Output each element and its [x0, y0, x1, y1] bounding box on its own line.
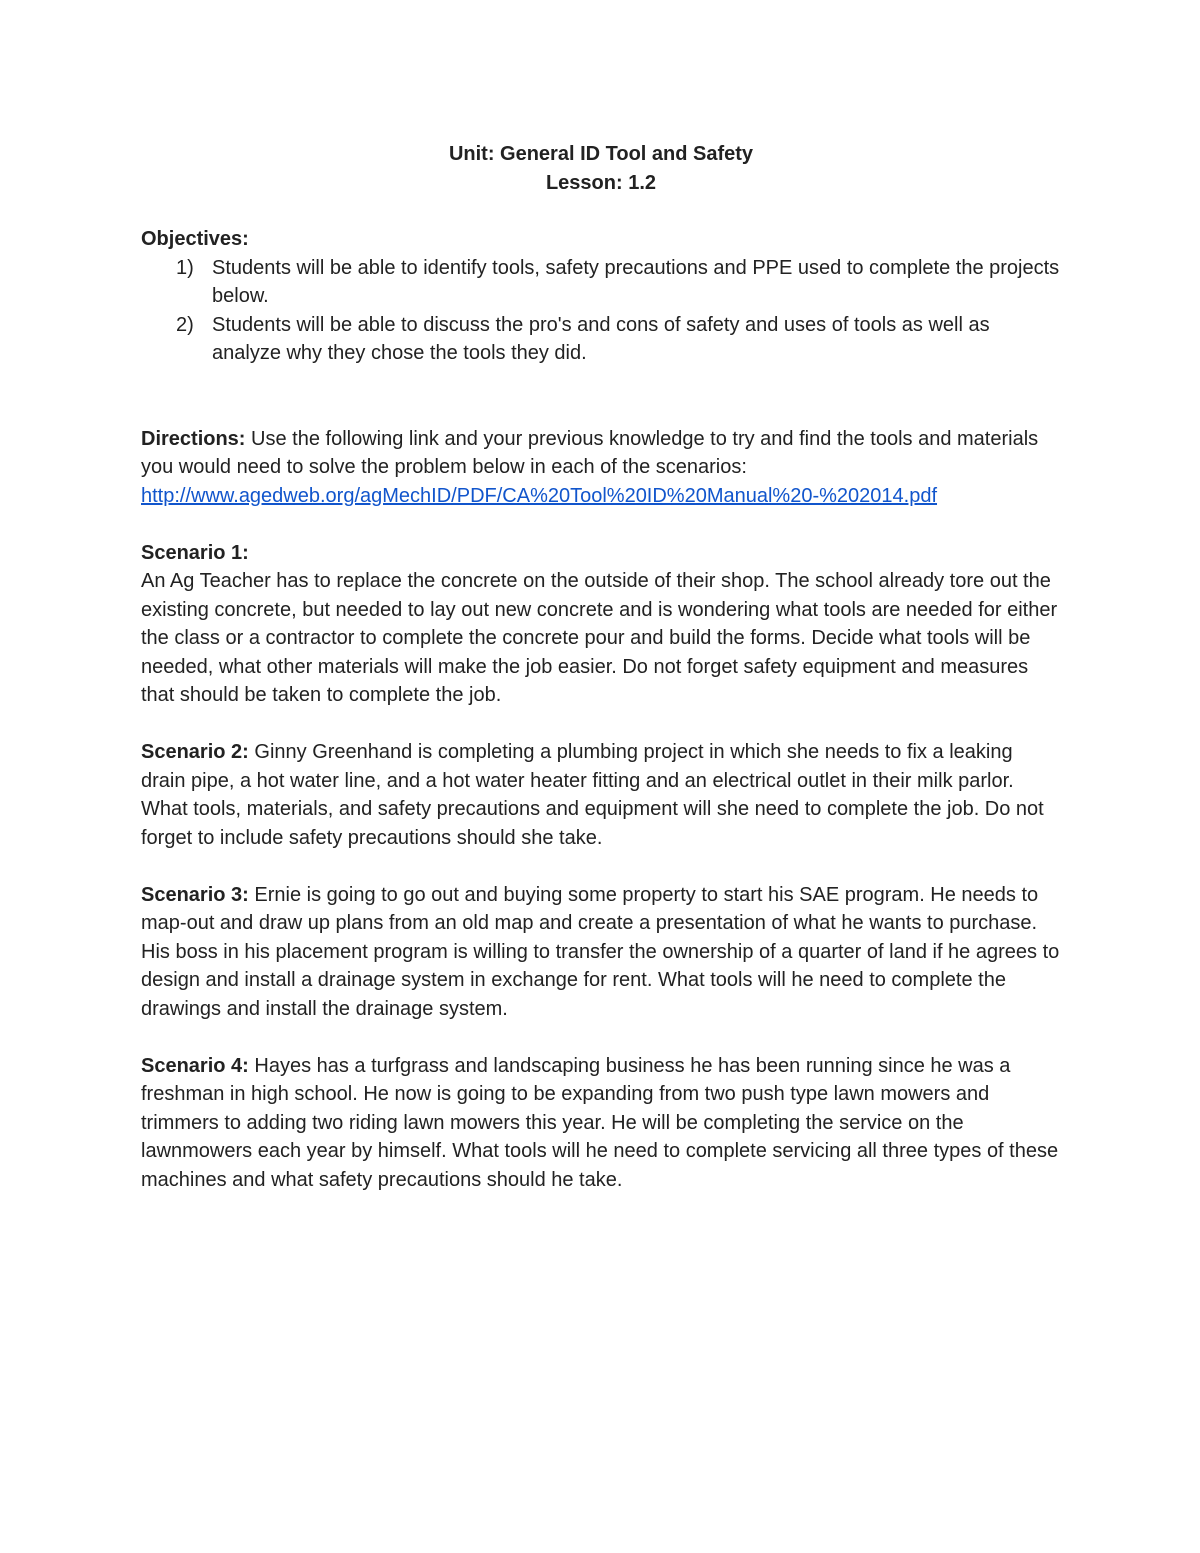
scenario-4	[141, 1052, 1061, 1195]
title-block	[141, 140, 1061, 197]
objective-text: Students will be able to discuss the pro's and cons of safety and uses of tools as well as analyze why they chose the tools they did.	[212, 313, 990, 364]
scenario-text: Ernie is going to go out and buying some property to start his SAE program. He needs to map-out and draw up plans from an old map and create a presentation of what he wants to purchase. His boss in his placement program is willing to transfer the ownership of a quarter of land if he agrees to design and install a drainage system in exchange for rent. What tools will he need to complete the drawings and install the drainage system.	[141, 883, 1060, 1020]
objectives-section	[141, 225, 1061, 368]
unit-title: Unit: General ID Tool and Safety	[448, 143, 754, 165]
document-page	[141, 140, 1061, 1194]
scenario-label: Scenario 3:	[141, 883, 249, 906]
scenario-1	[141, 539, 1061, 710]
tool-id-manual-link[interactable]: http://www.agedweb.org/agMechID/PDF/CA%20Tool%20ID%20Manual%20-%202014.pdf	[141, 484, 938, 507]
objective-number: 2)	[176, 313, 194, 336]
directions-label: Directions:	[141, 427, 246, 450]
objectives-list	[141, 254, 1061, 368]
directions-text: Use the following link and your previous knowledge to try and find the tools and materials you would need to solve the problem below in each of the scenarios:	[141, 427, 1039, 478]
objective-item	[141, 311, 1061, 368]
scenario-text: Hayes has a turfgrass and landscaping business he has been running since he was a freshman in high school. He now is going to be expanding from two push type lawn mowers and trimmers to adding two riding lawn mowers this year. He will be completing the service on the lawnmowers each year by himself. What tools will he need to complete servicing all three types of these machines and what safety precautions should he take.	[141, 1054, 1059, 1191]
scenario-text: Ginny Greenhand is completing a plumbing project in which she needs to fix a leaking drain pipe, a hot water line, and a hot water heater fitting and an electrical outlet in their milk parlor. What tools, materials, and safety precautions and equipment will she need to complete the job. Do not forget to include safety precautions should she take.	[141, 741, 1044, 849]
lesson-title: Lesson: 1.2	[545, 171, 657, 194]
scenario-2	[141, 738, 1061, 852]
objective-item	[141, 254, 1061, 311]
objectives-label: Objectives:	[141, 228, 249, 250]
scenario-label: Scenario 2:	[141, 741, 249, 763]
objective-number: 1)	[176, 256, 194, 279]
scenario-label: Scenario 4:	[141, 1054, 249, 1077]
scenario-3	[141, 881, 1061, 1024]
directions-paragraph	[141, 425, 1061, 511]
scenario-text: An Ag Teacher has to replace the concrete on the outside of their shop. The school already tore out the existing concrete, but needed to lay out new concrete and is wondering what tools are needed for either the class or a contractor to complete the concrete pour and build the forms. Decide what tools will be needed, what other materials will make the job easier. Do not forget safety equipment and measures that should be taken to complete the job.	[141, 570, 1058, 706]
objective-text: Students will be able to identify tools, safety precautions and PPE used to complete the projects below.	[212, 256, 1060, 307]
scenario-label: Scenario 1:	[141, 541, 249, 564]
